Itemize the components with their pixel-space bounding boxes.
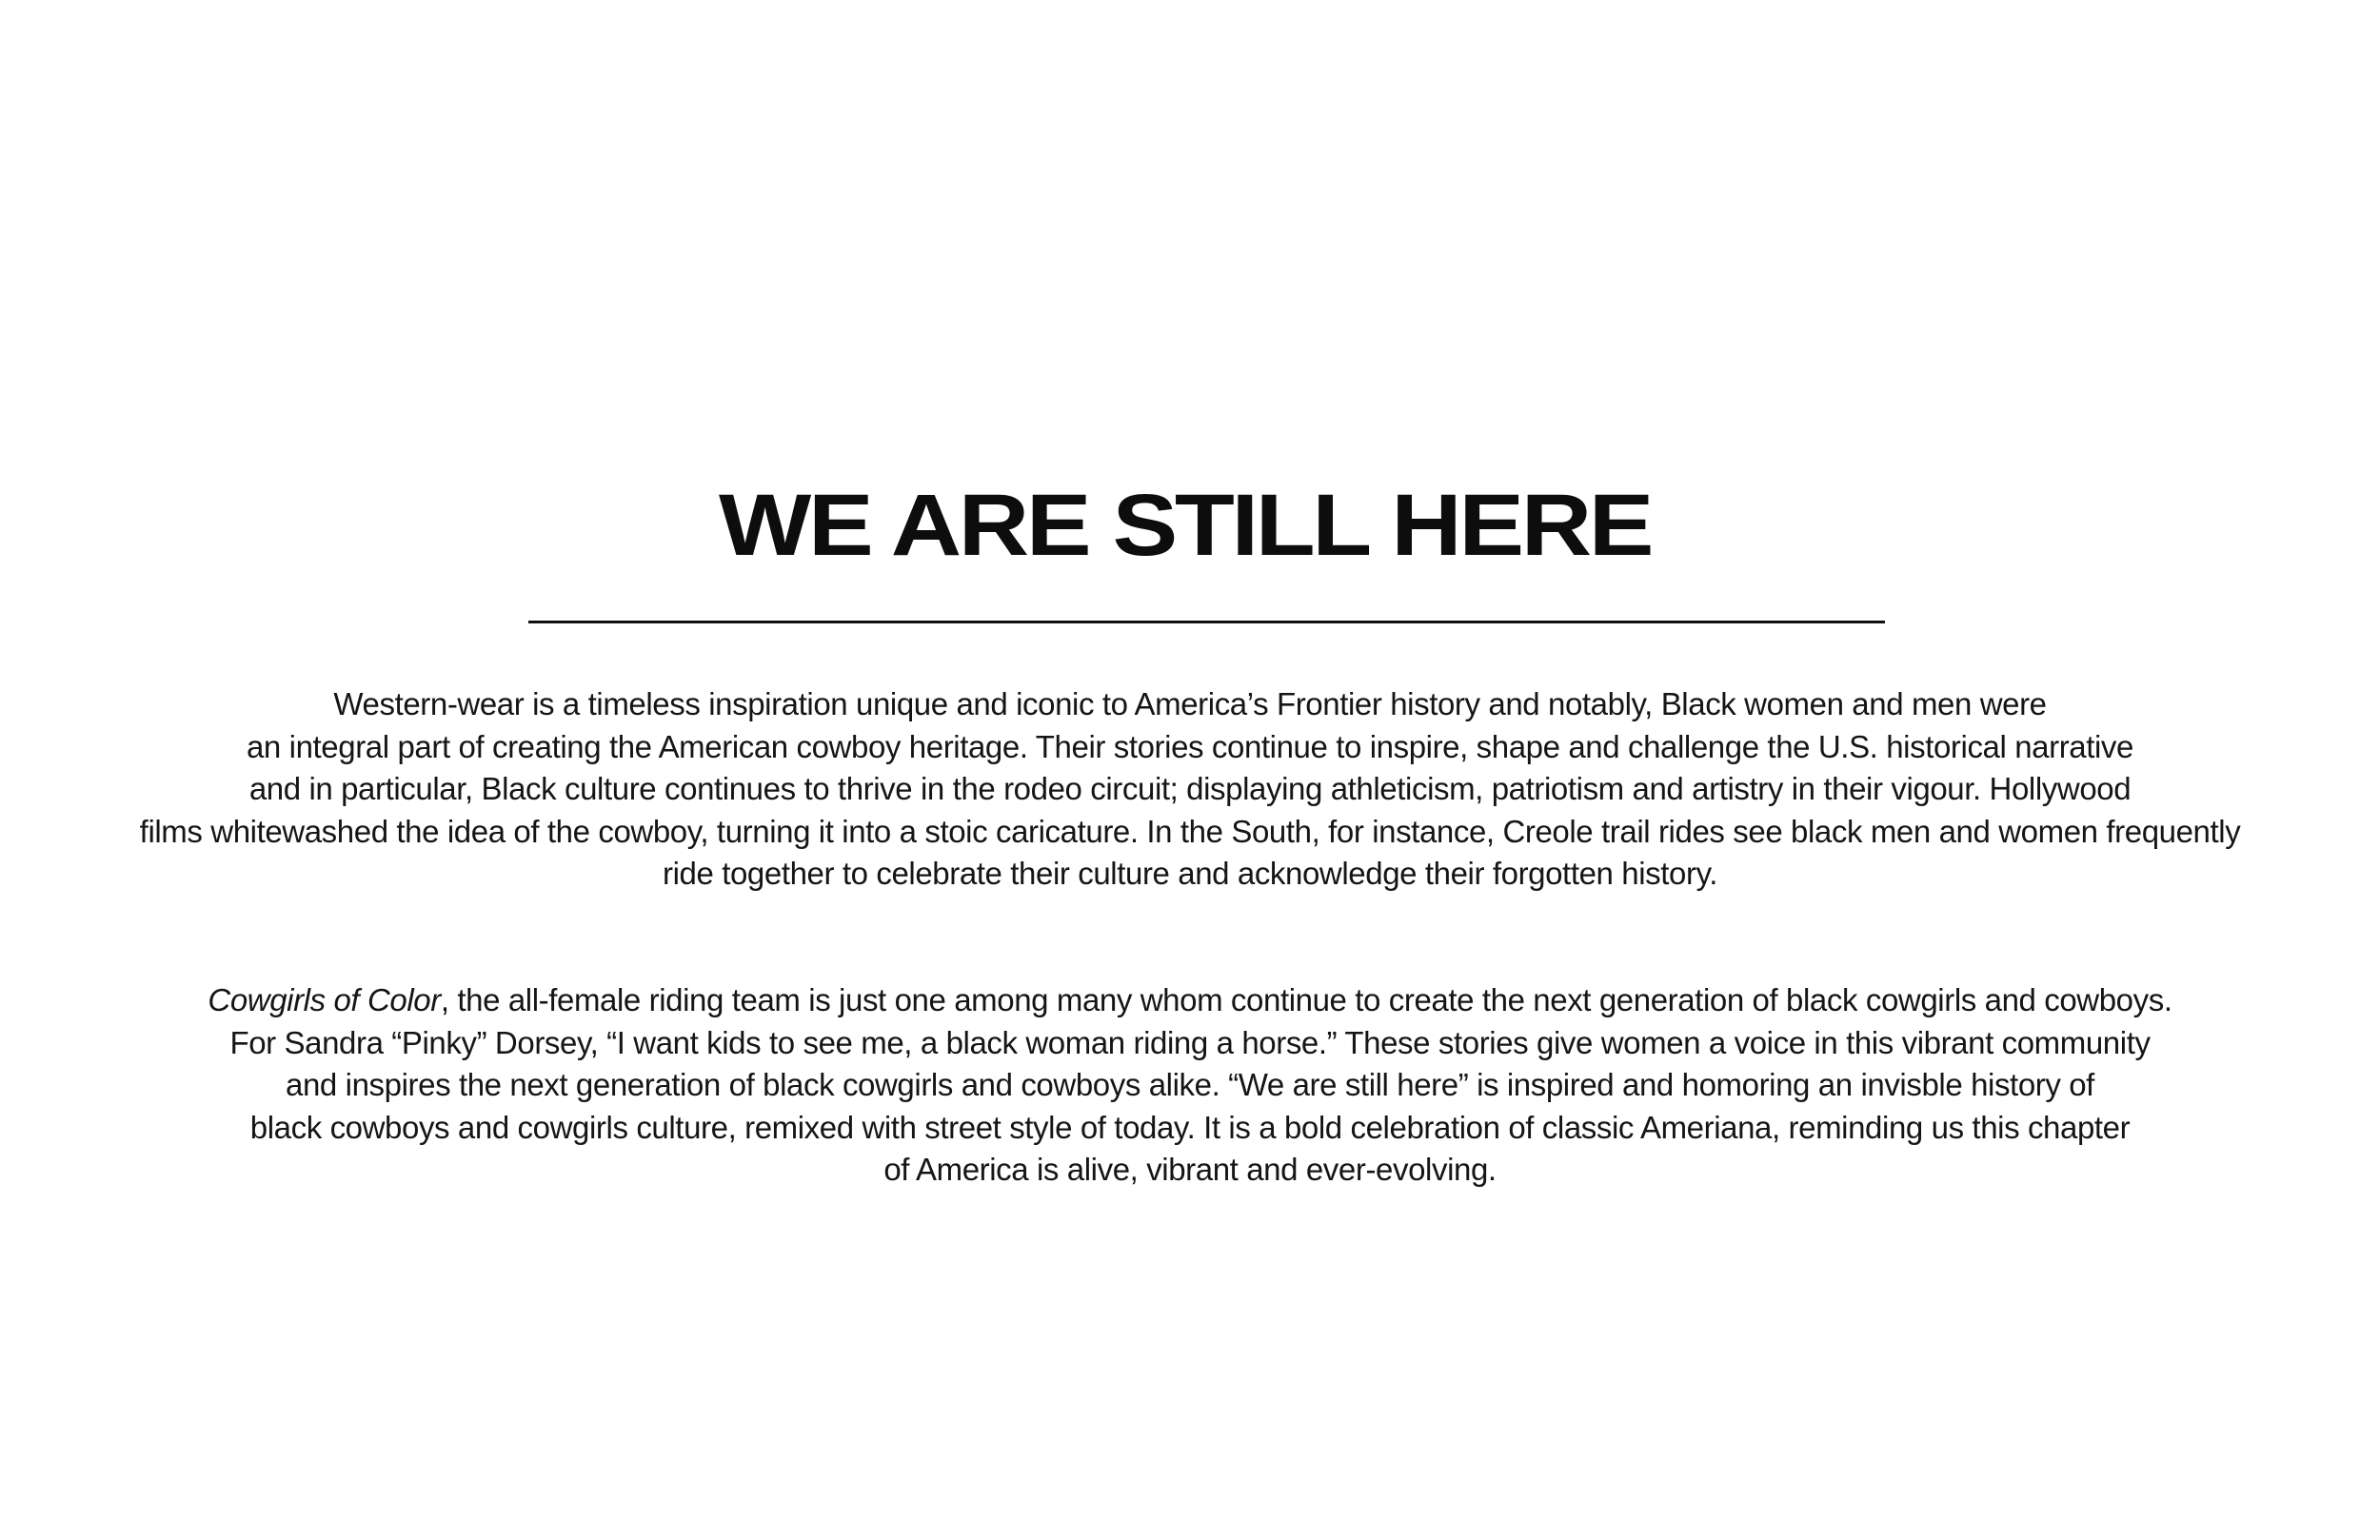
page-title: WE ARE STILL HERE xyxy=(719,477,1652,574)
paragraph-line: and in particular, Black culture continues to thrive in the rodeo circuit; displaying athleticism, patriotism and artistry in their vigour. Hollywood xyxy=(248,771,2132,806)
paragraph-line-rest: , the all-female riding team is just one among many whom continue to create the next generation of black cowgirls and cowboys. xyxy=(440,982,2172,1017)
paragraph-line: of America is alive, vibrant and ever-evolving. xyxy=(883,1152,1497,1187)
paragraph-line: and inspires the next generation of black cowgirls and cowboys alike. “We are still here” is inspired and homoring an invisble history of xyxy=(286,1067,2094,1102)
paragraph-line: For Sandra “Pinky” Dorsey, “I want kids to see me, a black woman riding a horse.” These stories give women a voice in this vibrant community xyxy=(229,1024,2151,1060)
paragraph-line xyxy=(0,979,2380,1022)
intro-paragraph xyxy=(0,683,2380,896)
paragraph-line: ride together to celebrate their culture and acknowledge their forgotten history. xyxy=(663,856,1717,891)
paragraph-line: an integral part of creating the American cowboy heritage. Their stories continue to inspire, shape and challenge the U.S. historical narrative xyxy=(246,728,2133,764)
title-divider xyxy=(528,621,1885,623)
paragraph-line: black cowboys and cowgirls culture, remixed with street style of today. It is a bold celebration of classic Ameriana, reminding us this chapter xyxy=(249,1109,2131,1145)
cowgirls-paragraph xyxy=(0,979,2380,1192)
team-name: Cowgirls of Color xyxy=(208,982,441,1017)
paragraph-line: films whitewashed the idea of the cowboy, turning it into a stoic caricature. In the South, for instance, Creole trail rides see black men and women frequently xyxy=(139,813,2241,849)
paragraph-line: Western-wear is a timeless inspiration unique and iconic to America’s Frontier history and notably, Black women and men were xyxy=(333,686,2047,721)
